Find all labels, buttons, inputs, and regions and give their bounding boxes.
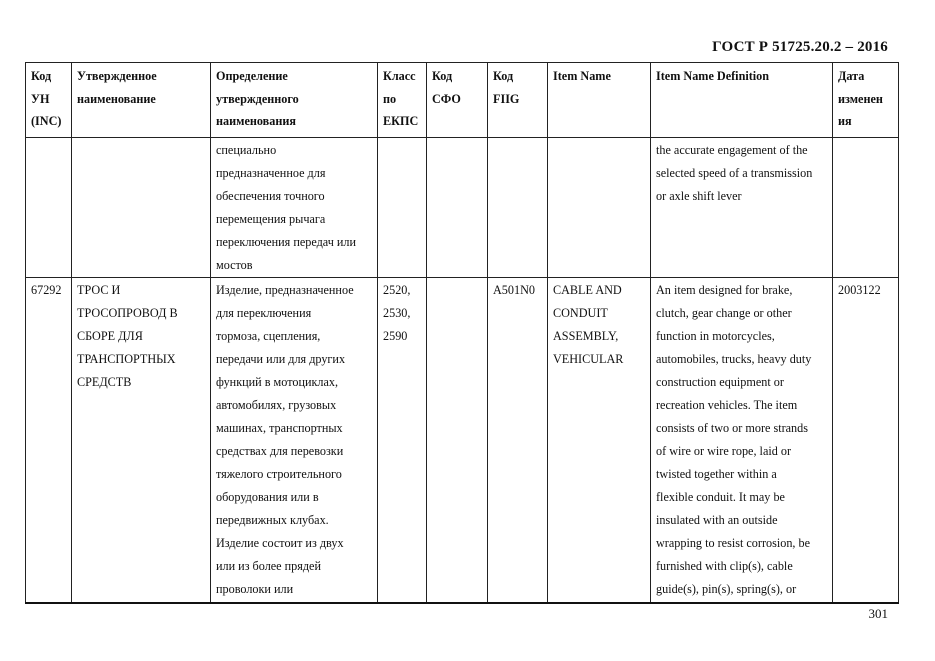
cell-item-name-definition: An item designed for brake, clutch, gear change or other function in motorcycles, automobiles, trucks, heavy duty construction equipment or recreation vehicles. The item consists of two or more strands of wire or wire rope, laid or twisted together within a flexible conduit. It may be insulated with an outside wrapping to resist corrosion, be furnished with clip(s), cable guide(s), pin(s), spring(s), or <box>651 278 833 604</box>
cell-approved-name <box>72 138 211 278</box>
item-table <box>25 62 899 604</box>
cell-change-date: 2003122 <box>833 278 899 604</box>
cell-name-definition-ru: Изделие, предназначенное для переключения тормоза, сцепления, передачи или для других функций в мотоциклах, автомобилях, грузовых машинах, транспортных средствах для перевозки тяжелого строительного оборудования или в передвижных клубах. Изделие состоит из двух или из более прядей проволоки или <box>211 278 378 604</box>
header-item-name-definition: Item Name Definition <box>651 63 833 138</box>
cell-sfo-code <box>427 138 488 278</box>
cell-class-ekps <box>378 138 427 278</box>
cell-fiig-code: A501N0 <box>488 278 548 604</box>
header-class-ekps: Класс по ЕКПС <box>378 63 427 138</box>
header-item-name: Item Name <box>548 63 651 138</box>
header-name-definition-ru: Определение утвержденного наименования <box>211 63 378 138</box>
header-sfo-code: Код СФО <box>427 63 488 138</box>
cell-approved-name: ТРОС И ТРОСОПРОВОД В СБОРЕ ДЛЯ ТРАНСПОРТНЫХ СРЕДСТВ <box>72 278 211 604</box>
cell-item-name <box>548 138 651 278</box>
document-title: ГОСТ Р 51725.20.2 – 2016 <box>712 39 888 55</box>
table-row <box>26 138 899 278</box>
cell-inc-code <box>26 138 72 278</box>
table-row <box>26 278 899 604</box>
cell-change-date <box>833 138 899 278</box>
cell-item-name-definition: the accurate engagement of the selected speed of a transmission or axle shift lever <box>651 138 833 278</box>
header-approved-name: Утвержденное наименование <box>72 63 211 138</box>
header-inc-code: Код УН (INC) <box>26 63 72 138</box>
cell-fiig-code <box>488 138 548 278</box>
cell-inc-code: 67292 <box>26 278 72 604</box>
cell-sfo-code <box>427 278 488 604</box>
cell-class-ekps: 2520, 2530, 2590 <box>378 278 427 604</box>
page-number: 301 <box>868 606 888 621</box>
header-change-date: Дата изменен ия <box>833 63 899 138</box>
cell-item-name: CABLE AND CONDUIT ASSEMBLY, VEHICULAR <box>548 278 651 604</box>
header-fiig-code: Код FIIG <box>488 63 548 138</box>
cell-name-definition-ru: специально предназначенное для обеспечения точного перемещения рычага переключения передач или мостов <box>211 138 378 278</box>
table-header-row <box>26 63 899 138</box>
